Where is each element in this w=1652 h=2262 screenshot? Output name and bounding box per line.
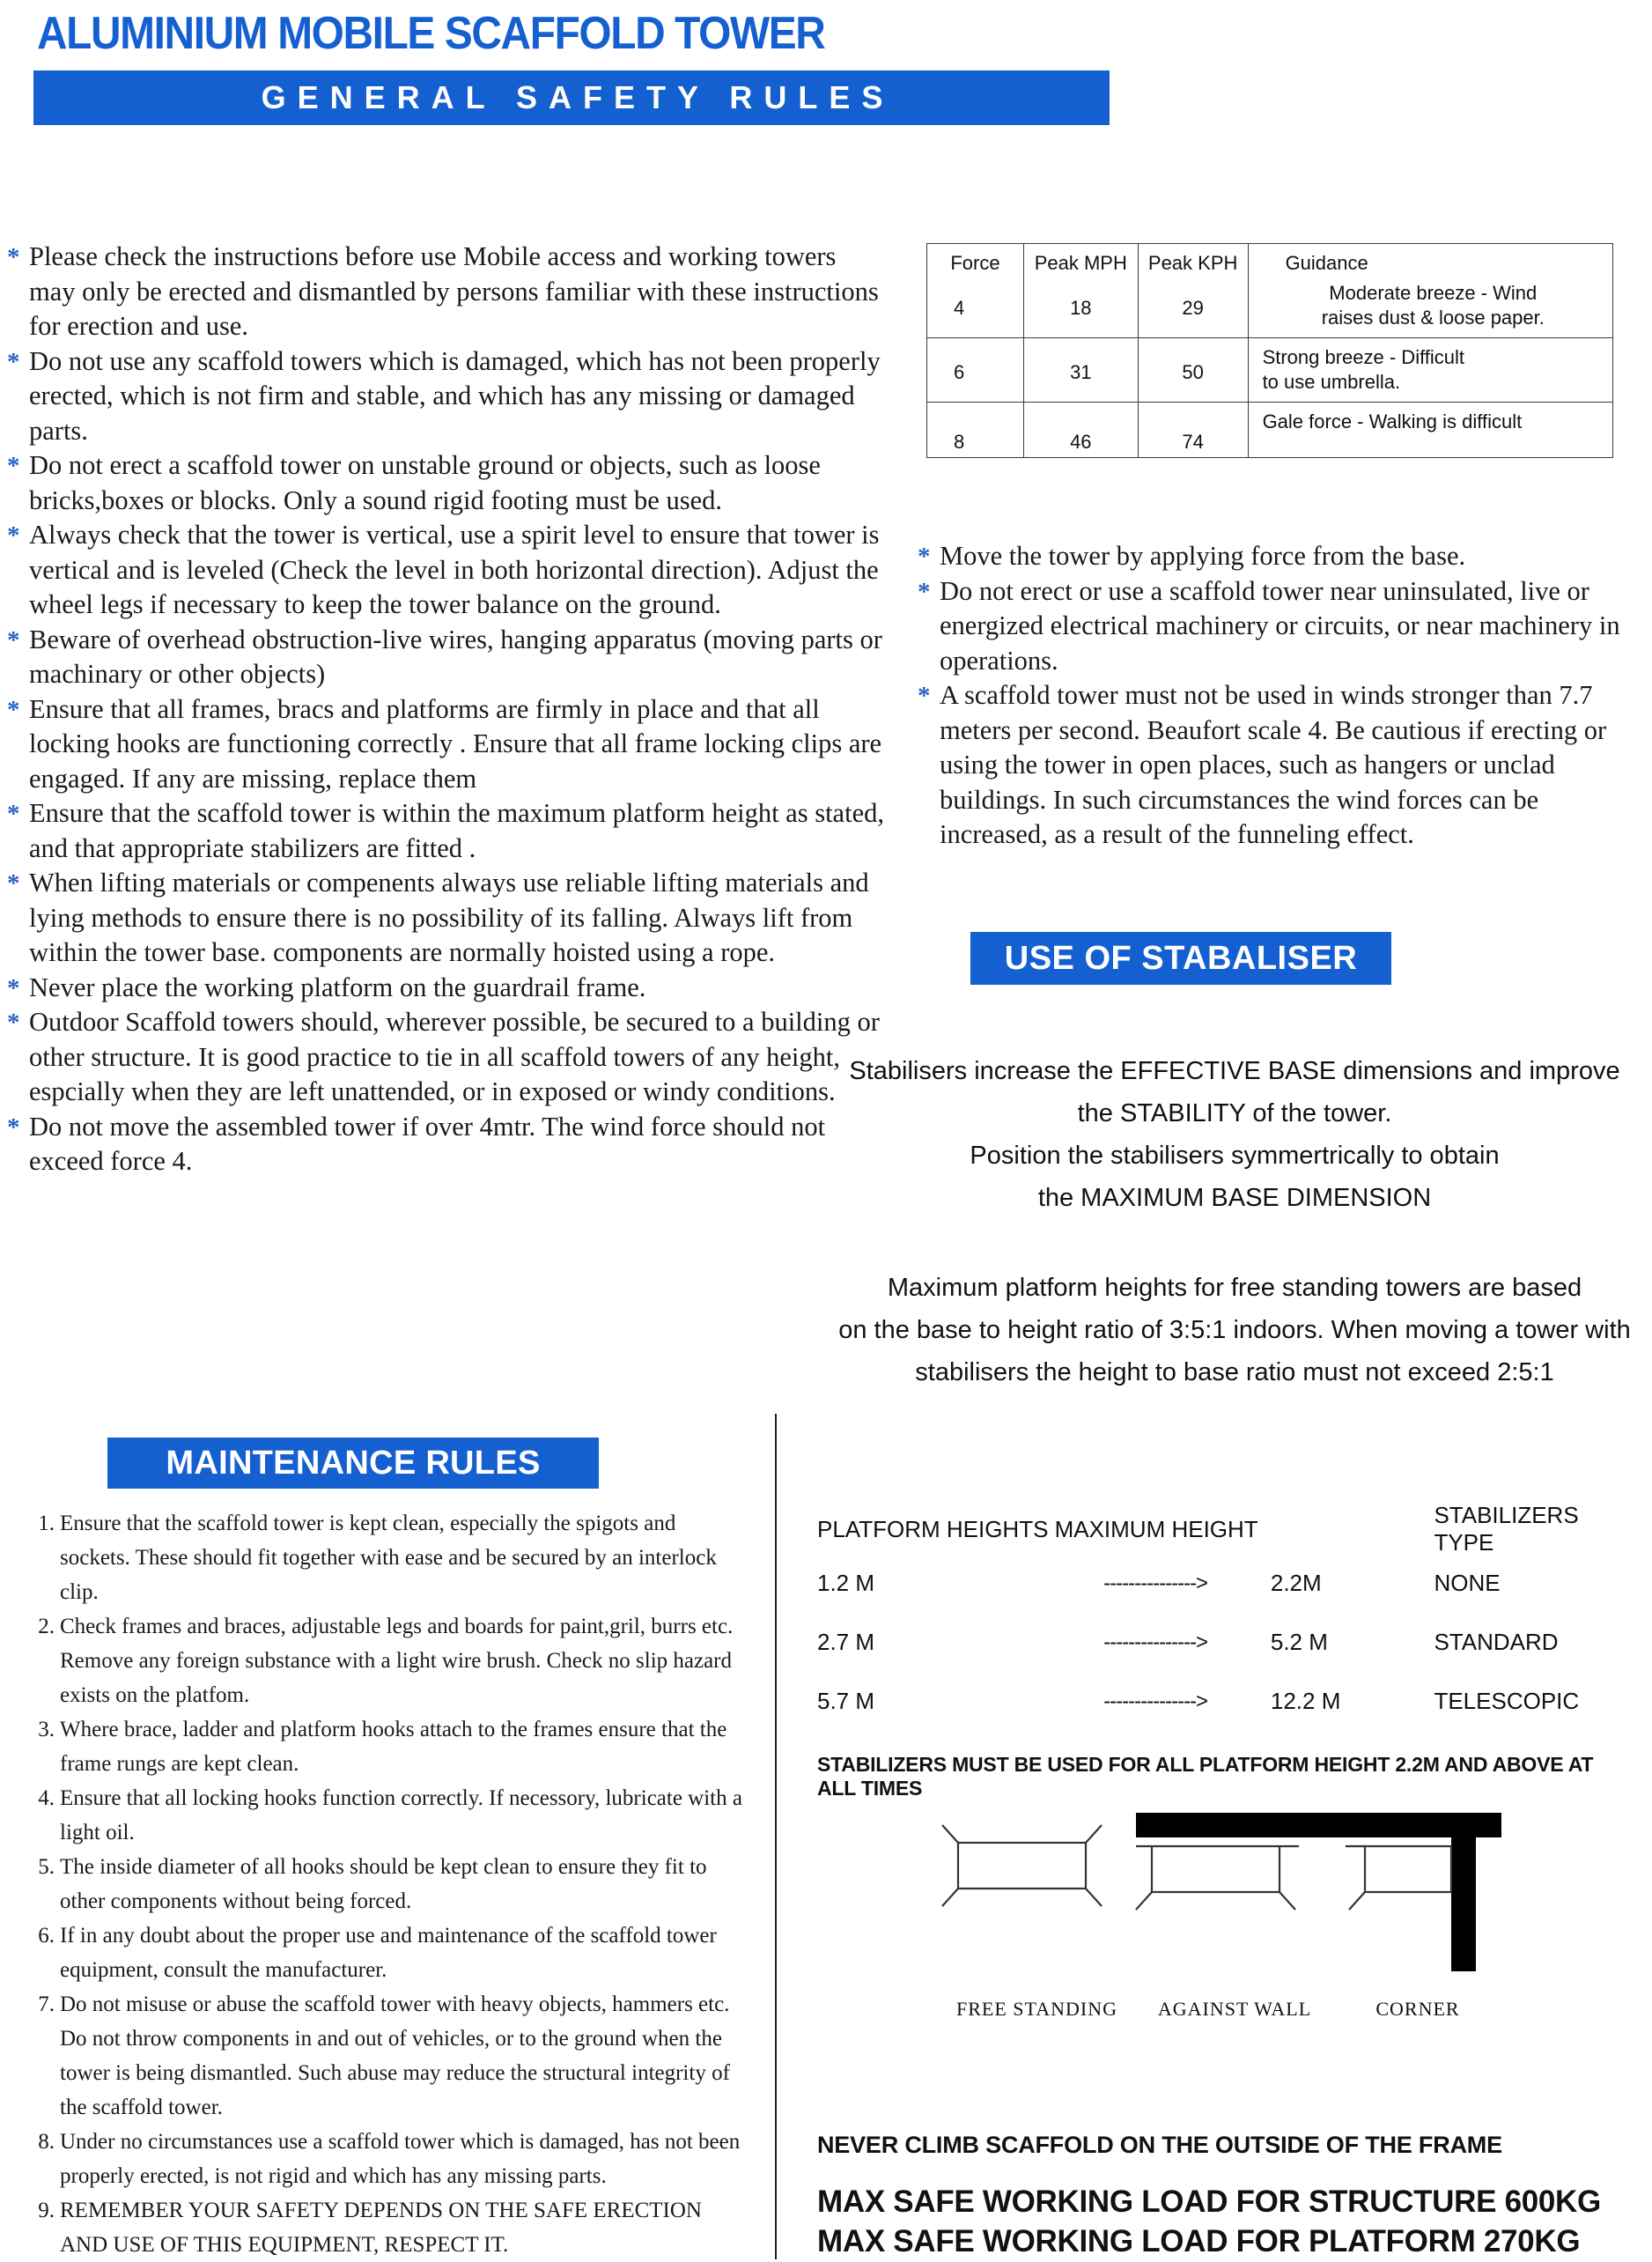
stabilizers-requirement-note: STABILIZERS MUST BE USED FOR ALL PLATFORM HEIGHT 2.2M AND ABOVE AT ALL TIMES: [817, 1753, 1594, 1800]
star-bullet-icon: *: [7, 452, 20, 480]
subtitle-text: GENERAL SAFETY RULES: [261, 79, 895, 115]
list-item: [18, 1987, 749, 2125]
cell-kph: [1138, 403, 1248, 458]
header-stabilizers-type: STABILIZERS TYPE: [1434, 1502, 1579, 1556]
star-bullet-icon: *: [7, 695, 20, 724]
star-bullet-icon: *: [7, 1113, 20, 1142]
diagram-label-against-wall: AGAINST WALL: [1157, 1998, 1312, 2020]
corner-diagram: [1346, 1846, 1451, 1910]
arrow-icon: --------------->: [1103, 1630, 1208, 1654]
rule-item: [7, 692, 888, 797]
wall-side-bar: [1451, 1813, 1476, 1971]
item-number: 7.: [38, 1992, 55, 2016]
item-text: REMEMBER YOUR SAFETY DEPENDS ON THE SAFE ERECTION AND USE OF THIS EQUIPMENT, RESPECT IT.: [60, 2199, 702, 2257]
stabaliser-section-heading: USE OF STABALISER: [970, 932, 1391, 985]
cell-force: [927, 338, 1024, 403]
platform-heights-table: [817, 1504, 1610, 1731]
header-label: Peak MPH: [1034, 252, 1127, 274]
item-number: 6.: [38, 1924, 55, 1948]
rule-text: When lifting materials or compenents always use reliable lifting materials and lying methods to ensure there is no possibility of its falling. Always lift from within the tower base. components are normally hoisted using a rope.: [29, 868, 869, 967]
wall-top-bar: [1136, 1813, 1501, 1837]
rule-text: Ensure that all frames, bracs and platforms are firmly in place and that all locking hooks are functioning correctly . Ensure that all frame locking clips are engaged. If any are missing, replace them: [29, 693, 882, 794]
item-text: Do not misuse or abuse the scaffold tower with heavy objects, hammers etc. Do not throw components in and out of vehicles, or to the ground when the tower is being dismantled. Such abuse may reduce the structural integrity of the scaffold tower.: [60, 1992, 730, 2119]
cell-inner: [1024, 338, 1138, 393]
table-header-cell: [927, 244, 1024, 338]
list-item: [18, 1712, 749, 1781]
table-row: [817, 1554, 1610, 1613]
cell-guidance: [1248, 338, 1612, 403]
arrow-icon: --------------->: [1103, 1571, 1208, 1595]
stabaliser-line: Stabilisers increase the EFFECTIVE BASE dimensions and improve: [849, 1057, 1620, 1085]
item-text: If in any doubt about the proper use and maintenance of the scaffold tower equipment, consult the manufacturer.: [60, 1924, 717, 1982]
rule-item: [918, 539, 1622, 574]
header-maximum-height: MAXIMUM HEIGHT: [1054, 1515, 1258, 1542]
cell-inner: [927, 403, 1023, 457]
maintenance-section-heading: MAINTENANCE RULES: [107, 1438, 599, 1489]
vertical-divider: [775, 1414, 777, 2259]
arrow-icon: --------------->: [1103, 1689, 1208, 1713]
cell-inner: [1024, 403, 1138, 457]
header-label: Force: [950, 252, 1000, 274]
guidance-line: to use umbrella.: [1262, 371, 1401, 393]
rule-text: Always check that the tower is vertical, use a spirit level to ensure that tower is vertical and is leveled (Check the level in both horizontal direction). Adjust the wheel legs if necessary to keep the tower balance on the ground.: [29, 520, 880, 619]
item-text: Check frames and braces, adjustable legs and boards for paint,gril, burrs etc. Remove any foreign substance with a light wire brush. Check no slip hazard exists on the platfom.: [60, 1615, 734, 1707]
cell-kph: [1138, 338, 1248, 403]
diagram-svg: [925, 1788, 1523, 2008]
star-bullet-icon: *: [918, 543, 931, 571]
rule-item: [918, 678, 1622, 853]
table-header-cell: [1023, 244, 1138, 338]
item-number: 2.: [38, 1615, 55, 1638]
rule-text: Do not use any scaffold towers which is damaged, which has not been properly erected, which is not firm and stable, and which has any missing or damaged parts.: [29, 345, 881, 446]
rule-item: [7, 866, 888, 971]
cell-stabilizer-type: NONE: [1434, 1570, 1501, 1596]
cell-maximum-height: 12.2 M: [1270, 1688, 1341, 1714]
cell-stabilizer-type: STANDARD: [1434, 1629, 1559, 1655]
cell-value: 74: [1182, 431, 1204, 453]
cell-inner: [1249, 338, 1612, 402]
list-item: [18, 2193, 749, 2262]
cell-value: 6: [954, 361, 965, 383]
table-row: [817, 1672, 1610, 1731]
item-text: Where brace, ladder and platform hooks attach to the frames ensure that the frame rungs are kept clean.: [60, 1718, 727, 1776]
cell-value: 29: [1182, 297, 1204, 319]
list-item: [18, 1609, 749, 1712]
item-number: 9.: [38, 2199, 55, 2222]
cell-stabilizer-type: TELESCOPIC: [1434, 1688, 1580, 1714]
rule-text: Outdoor Scaffold towers should, wherever possible, be secured to a building or other structure. It is good practice to tie in all scaffold towers of any height, espcially when they are left unattended, or in exposed or windy conditions.: [29, 1007, 880, 1106]
cell-value: 4: [954, 297, 965, 319]
table-header-cell: [1138, 244, 1248, 338]
star-bullet-icon: *: [7, 243, 20, 271]
rule-text: Do not erect a scaffold tower on unstable ground or objects, such as loose bricks,boxes or blocks. Only a sound rigid footing must be used.: [29, 450, 821, 515]
cell-value: 50: [1182, 361, 1204, 383]
cell-mph: [1023, 338, 1138, 403]
diagram-label-corner: CORNER: [1375, 1998, 1460, 2020]
cell-inner: [1249, 403, 1612, 441]
table-header-row: [927, 244, 1613, 338]
guidance-line: Strong breeze - Difficult: [1262, 346, 1465, 368]
general-rules-left-column: [7, 240, 888, 1179]
item-text: Ensure that the scaffold tower is kept clean, especially the spigots and sockets. These should fit together with ease and be secured by an interlock clip.: [60, 1512, 717, 1604]
table-header-cell: [1248, 244, 1612, 338]
page-title: ALUMINIUM MOBILE SCAFFOLD TOWER: [37, 8, 825, 59]
bottom-warning-block: [817, 2132, 1636, 2261]
rule-text: Never place the working platform on the guardrail frame.: [29, 972, 646, 1002]
note-line: Maximum platform heights for free standing towers are based: [887, 1274, 1582, 1302]
diagram-label-free-standing: FREE STANDING: [956, 1998, 1117, 2020]
guidance-line: raises dust & loose paper.: [1321, 307, 1545, 329]
maintenance-rules-list: [18, 1506, 749, 2262]
stabaliser-line: Position the stabilisers symmertrically to obtain: [970, 1142, 1500, 1170]
stabaliser-description: [838, 1050, 1631, 1219]
cell-guidance: [1249, 274, 1612, 337]
cell-value: 46: [1070, 431, 1092, 453]
rule-item: [7, 240, 888, 344]
cell-mph: [1024, 274, 1138, 329]
stabaliser-ratio-note: [830, 1267, 1640, 1393]
list-item: [18, 1850, 749, 1918]
star-bullet-icon: *: [7, 521, 20, 550]
list-item: [18, 2125, 749, 2193]
cell-value: 8: [954, 431, 965, 453]
cell-mph: [1023, 403, 1138, 458]
header-platform-heights: PLATFORM HEIGHTS: [817, 1515, 1049, 1542]
stabaliser-line: the MAXIMUM BASE DIMENSION: [1037, 1184, 1432, 1212]
table-row: [927, 403, 1613, 458]
rule-text: Do not move the assembled tower if over 4mtr. The wind force should not exceed force 4.: [29, 1111, 826, 1176]
guidance-line: Moderate breeze - Wind: [1329, 282, 1538, 304]
against-wall-diagram: [1136, 1846, 1299, 1910]
stabaliser-line: the STABILITY of the tower.: [1077, 1099, 1392, 1127]
note-line: on the base to height ratio of 3:5:1 indoors. When moving a tower with: [838, 1316, 1631, 1344]
cell-maximum-height: 5.2 M: [1270, 1629, 1328, 1655]
rule-item: [7, 796, 888, 866]
free-standing-diagram: [942, 1825, 1102, 1906]
rule-text: Ensure that the scaffold tower is within the maximum platform height as stated, and that appropriate stabilizers are fitted .: [29, 798, 884, 863]
rule-item: [7, 623, 888, 692]
rule-item: [7, 1110, 888, 1179]
guidance-line: Gale force - Walking is difficult: [1262, 410, 1523, 432]
star-bullet-icon: *: [7, 800, 20, 828]
item-number: 8.: [38, 2130, 55, 2154]
list-item: [18, 1918, 749, 1987]
cell-value: 31: [1070, 361, 1092, 383]
rule-item: [7, 518, 888, 623]
item-text: Under no circumstances use a scaffold tower which is damaged, has not been properly erected, is not rigid and which has any missing parts.: [60, 2130, 741, 2188]
warning-max-load-platform: MAX SAFE WORKING LOAD FOR PLATFORM 270KG: [817, 2224, 1581, 2258]
cell-value: 18: [1070, 297, 1092, 319]
star-bullet-icon: *: [7, 1009, 20, 1037]
star-bullet-icon: *: [7, 973, 20, 1002]
cell-platform-height: 2.7 M: [817, 1629, 875, 1655]
scaffold-configuration-diagram: [925, 1788, 1523, 2008]
list-item: [18, 1506, 749, 1609]
rule-item: [918, 574, 1622, 679]
rule-text: Beware of overhead obstruction-live wires, hanging apparatus (moving parts or machinary or other objects): [29, 624, 882, 689]
general-rules-right-column: [918, 539, 1622, 853]
rule-item: [7, 344, 888, 449]
item-number: 1.: [38, 1512, 55, 1535]
star-bullet-icon: *: [918, 682, 931, 710]
cell-force: [927, 403, 1024, 458]
item-text: Ensure that all locking hooks function correctly. If necessory, lubricate with a light oil.: [60, 1786, 742, 1844]
subtitle-banner: [33, 70, 1110, 125]
header-label: Guidance: [1285, 252, 1368, 274]
note-line: stabilisers the height to base ratio must not exceed 2:5:1: [915, 1358, 1554, 1386]
cell-inner: [1139, 403, 1248, 457]
warning-max-load-structure: MAX SAFE WORKING LOAD FOR STRUCTURE 600KG: [817, 2184, 1601, 2219]
cell-platform-height: 5.7 M: [817, 1688, 875, 1714]
item-number: 5.: [38, 1855, 55, 1879]
table-header-row: [817, 1504, 1610, 1554]
item-number: 4.: [38, 1786, 55, 1810]
cell-inner: [1139, 338, 1248, 393]
table-row: [927, 338, 1613, 403]
wind-force-table: [926, 243, 1613, 458]
star-bullet-icon: *: [7, 869, 20, 898]
star-bullet-icon: *: [7, 347, 20, 376]
rule-item: [7, 971, 888, 1006]
rule-item: [7, 448, 888, 518]
rule-text: A scaffold tower must not be used in winds stronger than 7.7 meters per second. Beaufort scale 4. Be cautious if erecting or using the tower in open places, such as hangers or unclad buildings. In such circumstances the wind forces can be increased, as a result of the funneling effect.: [940, 680, 1607, 849]
cell-kph: [1139, 274, 1248, 329]
rule-text: Do not erect or use a scaffold tower near uninsulated, live or energized electrical machinery or circuits, or near machinery in operations.: [940, 575, 1620, 676]
rule-item: [7, 1005, 888, 1110]
item-number: 3.: [38, 1718, 55, 1741]
cell-platform-height: 1.2 M: [817, 1570, 875, 1596]
item-text: The inside diameter of all hooks should be kept clean to ensure they fit to other components without being forced.: [60, 1855, 707, 1913]
rule-text: Please check the instructions before use Mobile access and working towers may only be erected and dismantled by persons familiar with these instructions for erection and use.: [29, 241, 879, 341]
list-item: [18, 1781, 749, 1850]
rule-text: Move the tower by applying force from the base.: [940, 541, 1466, 571]
warning-never-climb: NEVER CLIMB SCAFFOLD ON THE OUTSIDE OF THE FRAME: [817, 2132, 1502, 2158]
table-row: [817, 1613, 1610, 1672]
cell-guidance: [1248, 403, 1612, 458]
cell-force: [927, 274, 1023, 329]
header-label: Peak KPH: [1147, 252, 1238, 274]
cell-inner: [927, 338, 1023, 393]
cell-maximum-height: 2.2M: [1270, 1570, 1322, 1596]
star-bullet-icon: *: [918, 577, 931, 606]
star-bullet-icon: *: [7, 625, 20, 654]
